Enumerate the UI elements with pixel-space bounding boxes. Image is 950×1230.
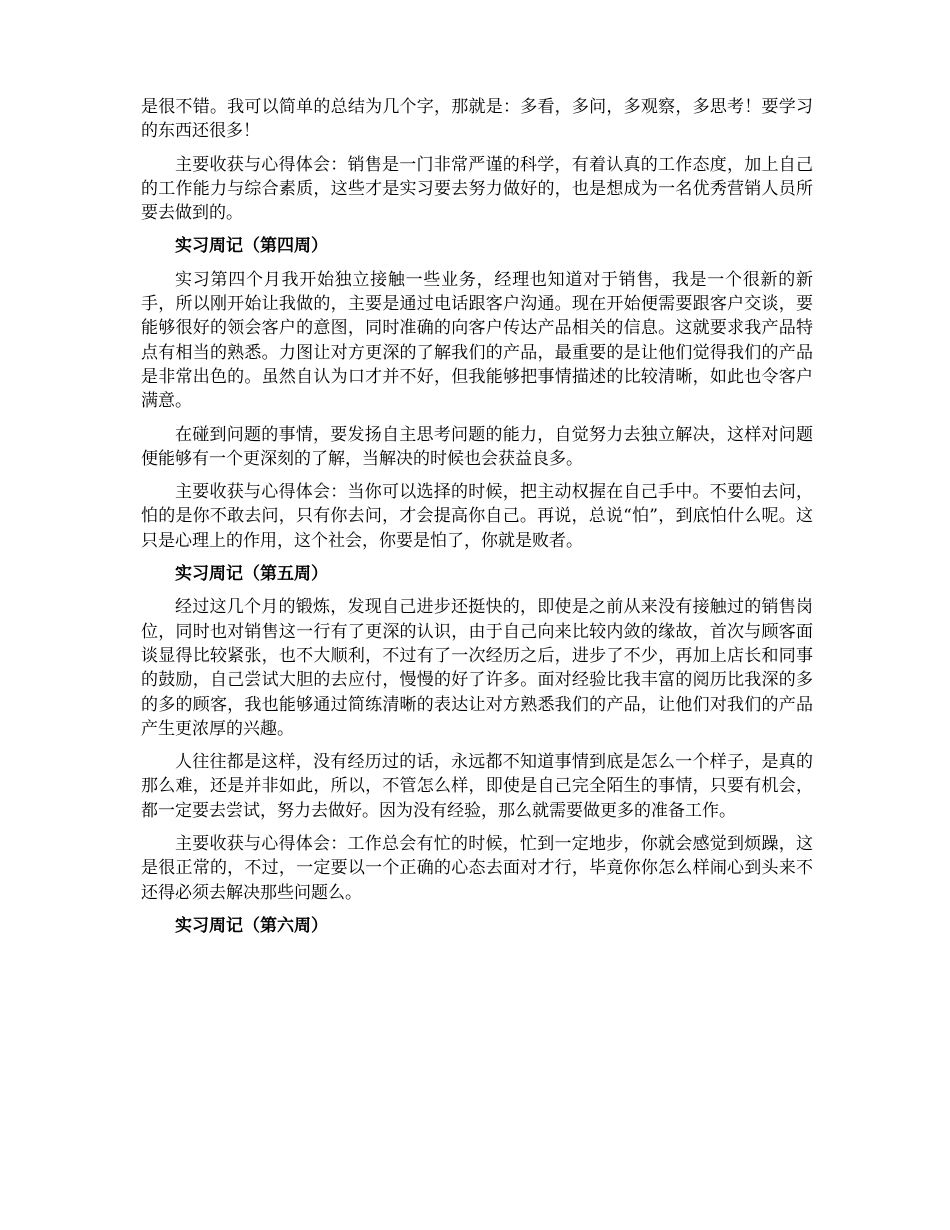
paragraph-week4-body-2: 在碰到问题的事情，要发扬自主思考问题的能力，自觉努力去独立解决，这样对问题便能够有一个更深刻的了解，当解决的时候也会获益良多。 — [141, 424, 813, 469]
paragraph-continuation: 是很不错。我可以简单的总结为几个字，那就是：多看，多问，多观察，多思考！要学习的东西还很多！ — [141, 97, 813, 142]
paragraph-week3-summary: 主要收获与心得体会：销售是一门非常严谨的科学，有着认真的工作态度，加上自己的工作能力与综合素质，这些才是实习要去努力做好的，也是想成为一名优秀营销人员所要去做到的。 — [141, 154, 813, 224]
paragraph-week4-body-1: 实习第四个月我开始独立接触一些业务，经理也知道对于销售，我是一个很新的新手，所以刚开始让我做的，主要是通过电话跟客户沟通。现在开始便需要跟客户交谈，要能够很好的领会客户的意图，同时准确的向客户传达产品相关的信息。这就要求我产品特点有相当的熟悉。力图让对方更深的了解我们的产品，最重要的是让他们觉得我们的产品是非常出色的。虽然自认为口才并不好，但我能够把事情描述的比较清晰，如此也令客户满意。 — [141, 269, 813, 412]
paragraph-week5-body-2: 人往往都是这样，没有经历过的话，永远都不知道事情到底是怎么一个样子，是真的那么难，还是并非如此，所以，不管怎么样，即使是自己完全陌生的事情，只要有机会，都一定要去尝试，努力去做好。因为没有经验，那么就需要做更多的准备工作。 — [141, 752, 813, 821]
paragraph-week5-body-1: 经过这几个月的锻炼，发现自己进步还挺快的，即使是之前从来没有接触过的销售岗位，同时也对销售这一行有了更深的认识，由于自己向来比较内敛的缘故，首次与顾客面谈显得比较紧张，也不大顺利，不过有了一次经历之后，进步了不少，再加上店长和同事的鼓励，自己尝试大胆的去应付，慢慢的好了许多。面对经验比我丰富的阅历比我深的多的多的顾客，我也能够通过简练清晰的表达让对方熟悉我们的产品，让他们对我们的产品产生更浓厚的兴趣。 — [141, 597, 813, 739]
document-page — [141, 95, 813, 947]
paragraph-week5-summary: 主要收获与心得体会：工作总会有忙的时候，忙到一定地步，你就会感觉到烦躁，这是很正常的，不过，一定要以一个正确的心态去面对才行，毕竟你你怎么样闹心到头来不还得必须去解决那些问题么。 — [141, 834, 813, 903]
heading-week6: 实习周记（第六周） — [175, 915, 328, 936]
paragraph-week4-summary: 主要收获与心得体会：当你可以选择的时候，把主动权握在自己手中。不要怕去问，怕的是你不敢去问，只有你去问，才会提高你自己。再说，总说“怕”，到底怕什么呢。这只是心理上的作用，这个社会，你要是怕了，你就是败者。 — [141, 482, 813, 551]
heading-week5: 实习周记（第五周） — [175, 564, 328, 585]
heading-week4: 实习周记（第四周） — [175, 236, 328, 257]
